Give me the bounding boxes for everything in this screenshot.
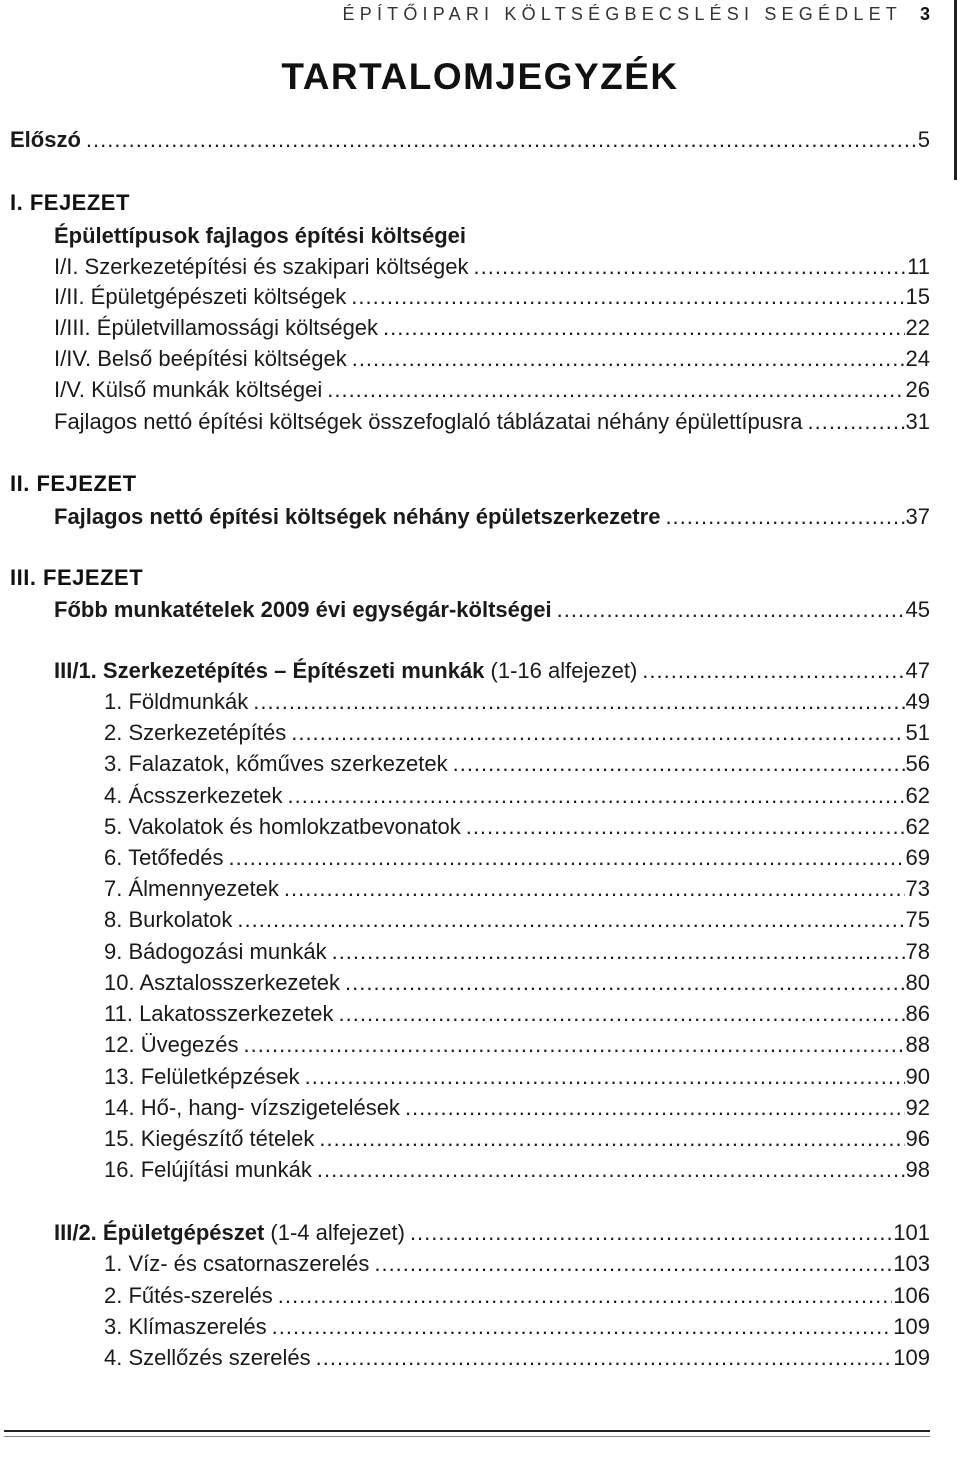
toc-subentry[interactable]: [104, 969, 930, 997]
toc-entry-label: Fajlagos nettó építési költségek néhány épületszerkezetre: [54, 504, 661, 529]
leader-dots: [410, 1219, 892, 1247]
toc-entry-label: I/V. Külső munkák költségei: [54, 377, 323, 402]
toc-entry[interactable]: [54, 314, 930, 342]
toc-entry-page: 47: [905, 658, 930, 683]
leader-dots: [339, 1000, 905, 1028]
toc-entry-label: 2. Fűtés-szerelés: [104, 1283, 273, 1308]
toc-entry-label: 2. Szerkezetépítés: [104, 720, 287, 745]
toc-entry-label: 3. Falazatok, kőműves szerkezetek: [104, 751, 448, 776]
toc-entry[interactable]: [54, 283, 930, 311]
toc-entry-page: 73: [905, 876, 930, 901]
toc-entry-label: 14. Hő-, hang- vízszigetelések: [104, 1095, 400, 1120]
toc-entry-label: 4. Szellőzés szerelés: [104, 1345, 311, 1370]
leader-dots: [557, 596, 905, 624]
toc-entry-page: 62: [905, 783, 930, 808]
leader-dots: [352, 345, 905, 373]
toc-subentry[interactable]: [104, 1031, 930, 1059]
toc-section-iii-1[interactable]: [54, 657, 930, 685]
toc-subentry[interactable]: [104, 1250, 930, 1278]
toc-entry-label: 1. Víz- és csatornaszerelés: [104, 1251, 370, 1276]
leader-dots: [351, 283, 904, 311]
toc-subentry[interactable]: [104, 906, 930, 934]
toc-subentry[interactable]: [104, 938, 930, 966]
toc-entry-label: 13. Felületképzések: [104, 1064, 300, 1089]
page-number: 3: [919, 4, 930, 24]
toc-entry-page: 5: [917, 127, 930, 152]
toc-section-iii-2[interactable]: [54, 1219, 930, 1247]
leader-dots: [374, 1250, 892, 1278]
toc-entry-label: 16. Felújítási munkák: [104, 1157, 312, 1182]
toc-entry-page: 101: [893, 1220, 930, 1245]
leader-dots: [244, 1031, 905, 1059]
leader-dots: [228, 844, 904, 872]
toc-entry-page: 96: [905, 1126, 930, 1151]
leader-dots: [284, 875, 905, 903]
leader-dots: [665, 503, 904, 531]
toc-entry[interactable]: [54, 345, 930, 373]
toc-entry-page: 11: [907, 254, 930, 279]
toc-entry-page: 51: [905, 720, 930, 745]
toc-entry-label: I/IV. Belső beépítési költségek: [54, 346, 347, 371]
toc-entry-label: 8. Burkolatok: [104, 907, 233, 932]
toc-entry-label: 1. Földmunkák: [104, 689, 249, 714]
toc-entry-chapter3[interactable]: [54, 596, 930, 624]
toc-subentry[interactable]: [104, 813, 930, 841]
toc-subentry[interactable]: [104, 1344, 930, 1372]
toc-entry-page: 88: [905, 1032, 930, 1057]
toc-entry-label: I/III. Épületvillamossági költségek: [54, 315, 379, 340]
toc-subentry[interactable]: [104, 782, 930, 810]
toc-entry-label: 7. Álmennyezetek: [104, 876, 279, 901]
toc-entry-page: 15: [905, 284, 930, 309]
toc-entry-page: 31: [905, 409, 930, 434]
toc-entry-label: 3. Klímaszerelés: [104, 1314, 267, 1339]
leader-dots: [453, 750, 905, 778]
toc-entry-page: 26: [905, 377, 930, 402]
toc-subentry[interactable]: [104, 1063, 930, 1091]
toc-entry-label: Főbb munkatételek 2009 évi egységár-költségei: [54, 597, 552, 622]
toc-entry-page: 109: [893, 1314, 930, 1339]
toc-entry-label: 10. Asztalosszerkezetek: [104, 970, 341, 995]
leader-dots: [345, 969, 905, 997]
toc-entry-page: 24: [905, 346, 930, 371]
leader-dots: [319, 1125, 904, 1153]
toc-subentry[interactable]: [104, 1000, 930, 1028]
toc-entry-label: Fajlagos nettó építési költségek összefoglaló táblázatai néhány épülettípusra: [54, 409, 803, 434]
toc-entry-label: 12. Üvegezés: [104, 1032, 239, 1057]
toc-entry-page: 37: [905, 504, 930, 529]
toc-subentry[interactable]: [104, 688, 930, 716]
toc-entry-page: 75: [905, 907, 930, 932]
leader-dots: [332, 938, 905, 966]
toc-entry-label: 9. Bádogozási munkák: [104, 939, 327, 964]
leader-dots: [317, 1156, 905, 1184]
toc-entry[interactable]: [54, 253, 930, 281]
leader-dots: [327, 376, 904, 404]
running-head: [343, 4, 930, 25]
section-number: III/2.: [54, 1220, 97, 1245]
toc-entry-label: 4. Ácsszerkezetek: [104, 783, 283, 808]
toc-entry-page: 92: [905, 1095, 930, 1120]
toc-entry-preface[interactable]: [10, 126, 930, 154]
section-suffix: (1-16 alfejezet): [490, 658, 638, 683]
toc-subentry[interactable]: [104, 1156, 930, 1184]
leader-dots: [466, 813, 905, 841]
toc-entry-page: 62: [905, 814, 930, 839]
toc-subentry[interactable]: [104, 875, 930, 903]
toc-subentry[interactable]: [104, 1094, 930, 1122]
toc-subentry[interactable]: [104, 719, 930, 747]
toc-entry[interactable]: [54, 408, 930, 436]
toc-entry-page: 49: [905, 689, 930, 714]
toc-entry-page: 22: [905, 315, 930, 340]
toc-subentry[interactable]: [104, 844, 930, 872]
bottom-rule-thin: [4, 1436, 930, 1437]
toc-entry-page: 86: [905, 1001, 930, 1026]
toc-entry-label: 11. Lakatosszerkezetek: [104, 1001, 334, 1026]
toc-entry-chapter2[interactable]: [54, 503, 930, 531]
toc-entry-page: 109: [893, 1345, 930, 1370]
leader-dots: [807, 408, 904, 436]
leader-dots: [305, 1063, 905, 1091]
toc-entry-page: 106: [893, 1283, 930, 1308]
toc-entry-page: 45: [905, 597, 930, 622]
leader-dots: [383, 314, 904, 342]
toc-entry-page: 103: [893, 1251, 930, 1276]
section-title: Szerkezetépítés – Építészeti munkák: [102, 658, 485, 683]
toc-entry-page: 98: [905, 1157, 930, 1182]
toc-entry-label: I/I. Szerkezetépítési és szakipari költségek: [54, 254, 469, 279]
toc-entry-label: 6. Tetőfedés: [104, 845, 224, 870]
section-suffix: (1-4 alfejezet): [270, 1220, 405, 1245]
toc-entry-label: 5. Vakolatok és homlokzatbevonatok: [104, 814, 461, 839]
toc-subentry[interactable]: [104, 1313, 930, 1341]
chapter-heading: II. FEJEZET: [10, 471, 137, 496]
leader-dots: [474, 253, 907, 281]
toc-entry-label: I/II. Épületgépészeti költségek: [54, 284, 347, 309]
leader-dots: [237, 906, 904, 934]
chapter-subtitle: Épülettípusok fajlagos építési költségei: [54, 223, 466, 248]
leader-dots: [405, 1094, 905, 1122]
toc-entry-page: 80: [905, 970, 930, 995]
leader-dots: [278, 1282, 893, 1310]
toc-entry-label: Előszó: [10, 127, 81, 152]
leader-dots: [291, 719, 904, 747]
bottom-rule: [4, 1430, 930, 1432]
toc-entry-page: 69: [905, 845, 930, 870]
section-title: Épületgépészet: [102, 1220, 265, 1245]
section-number: III/1.: [54, 658, 97, 683]
toc-subentry[interactable]: [104, 1125, 930, 1153]
leader-dots: [288, 782, 905, 810]
running-title: ÉPÍTŐIPARI KÖLTSÉGBECSLÉSI SEGÉDLET: [342, 4, 902, 24]
leader-dots: [316, 1344, 893, 1372]
chapter-heading: III. FEJEZET: [10, 565, 144, 590]
leader-dots: [272, 1313, 893, 1341]
toc-entry-page: 90: [905, 1064, 930, 1089]
leader-dots: [86, 126, 917, 154]
leader-dots: [253, 688, 904, 716]
toc-entry[interactable]: [54, 376, 930, 404]
toc-subentry[interactable]: [104, 1282, 930, 1310]
page-title: TARTALOMJEGYZÉK: [281, 56, 679, 97]
leader-dots: [642, 657, 904, 685]
toc-entry-page: 78: [905, 939, 930, 964]
chapter-heading: I. FEJEZET: [10, 190, 130, 215]
toc-subentry[interactable]: [104, 750, 930, 778]
toc-entry-page: 56: [905, 751, 930, 776]
toc-entry-label: 15. Kiegészítő tételek: [104, 1126, 315, 1151]
